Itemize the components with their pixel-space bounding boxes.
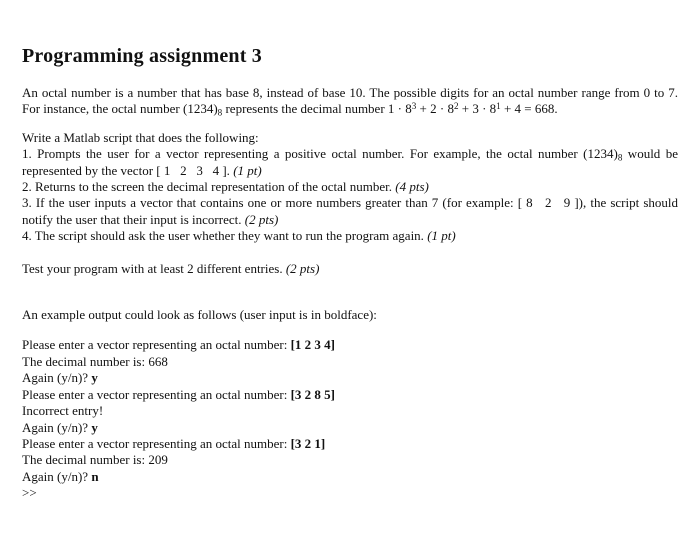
spacer bbox=[22, 118, 678, 130]
page-title: Programming assignment 3 bbox=[22, 45, 262, 67]
console-line-3: Again (y/n)? y bbox=[22, 370, 98, 386]
console-line-6: Again (y/n)? y bbox=[22, 419, 98, 435]
spacer bbox=[22, 245, 678, 261]
console-line-4: Please enter a vector representing an octal number: [3 2 8 5] bbox=[22, 386, 335, 402]
console-line-8: The decimal number is: 209 bbox=[22, 452, 168, 468]
spacer bbox=[22, 323, 678, 337]
tasks-section bbox=[22, 129, 682, 245]
intro-paragraph: An octal number is a number that has base 8, instead of base 10. The possible digits for an octal number range from 0 to 7. For instance, the octal number $(1234)_8$ represents the decimal number $1 \cdot 8^3 + 2 \cdot 8^2 + 3 \cdot 8^1 + 4 = 668$. bbox=[22, 85, 682, 118]
test-note: Test your program with at least 2 different entries. (2 pts) bbox=[22, 260, 320, 276]
task-item-2: 2. Returns to the screen the decimal representation of the octal number. (4 pts) bbox=[22, 179, 429, 195]
console-line-2: The decimal number is: 668 bbox=[22, 353, 168, 369]
console-line-9: Again (y/n)? n bbox=[22, 468, 99, 484]
tasks-intro: Write a Matlab script that does the following: bbox=[22, 129, 259, 145]
task-item-4: 4. The script should ask the user whether they want to run the program again. (1 pt) bbox=[22, 228, 456, 244]
task-item-1: 1. Prompts the user for a vector representing a positive octal number. For example, the octal number $(1234)_8$ would be represented by the vector [ 1 2 3 4 ]. (1 pt) bbox=[22, 146, 682, 178]
example-output bbox=[22, 337, 678, 501]
example-intro: An example output could look as follows (user input is in boldface): bbox=[22, 307, 377, 323]
console-line-10: >> bbox=[22, 485, 37, 501]
task-item-3: 3. If the user inputs a vector that contains one or more numbers greater than 7 (for example: [ 8 2 9 ]), the script should notify the user that their input is incorrect. (2 pts) bbox=[22, 195, 682, 227]
console-line-1: Please enter a vector representing an octal number: [1 2 3 4] bbox=[22, 337, 335, 353]
console-line-7: Please enter a vector representing an octal number: [3 2 1] bbox=[22, 435, 326, 451]
spacer bbox=[22, 277, 678, 307]
console-line-5: Incorrect entry! bbox=[22, 403, 104, 419]
